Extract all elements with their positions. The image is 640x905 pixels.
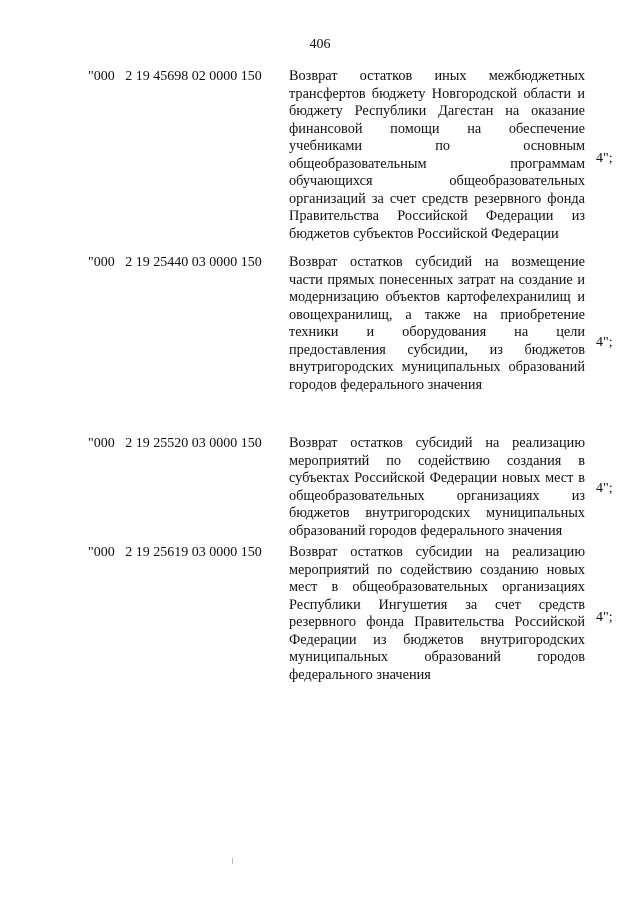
scan-artifact (232, 858, 233, 864)
budget-description: Возврат остатков субсидии на реализацию мероприятий по содействию созданию новых мест в общеобразовательных организациях Республики Ингушетия за счет средств резервного фонда Правительства Российской Федерации из бюджетов внутригородских муниципальных образований городов федерального значения (289, 544, 585, 683)
budget-description: Возврат остатков иных межбюджетных трансфертов бюджету Новгородской области и бюджету Республики Дагестан на оказание финансовой помощи на обеспечение учебниками по основным общеобразовательным программам обучающихся общеобразовательных организаций за счет средств резервного фонда Правительства Российской Федерации из бюджетов субъектов Российской Федерации (289, 68, 585, 242)
budget-code: "000 2 19 25520 03 0000 150 (88, 436, 262, 451)
entry-suffix: 4"; (596, 610, 613, 625)
budget-description: Возврат остатков субсидий на возмещение части прямых понесенных затрат на создание и модернизацию объектов картофелехранилищ и овощехранилищ, а также на приобретение техники и оборудования на цели предоставления субсидии, из бюджетов внутригородских муниципальных образований городов федерального значения (289, 254, 585, 393)
budget-description: Возврат остатков субсидий на реализацию мероприятий по содействию создания в субъектах Российской Федерации новых мест в общеобразовательных организациях из бюджетов внутригородских муниципальных образований городов федерального значения (289, 435, 585, 539)
entry-suffix: 4"; (596, 481, 613, 496)
entry-suffix: 4"; (596, 151, 613, 166)
budget-code: "000 2 19 45698 02 0000 150 (88, 69, 262, 84)
budget-code: "000 2 19 25440 03 0000 150 (88, 255, 262, 270)
budget-code: "000 2 19 25619 03 0000 150 (88, 545, 262, 560)
entry-suffix: 4"; (596, 335, 613, 350)
page-number: 406 (309, 37, 331, 52)
